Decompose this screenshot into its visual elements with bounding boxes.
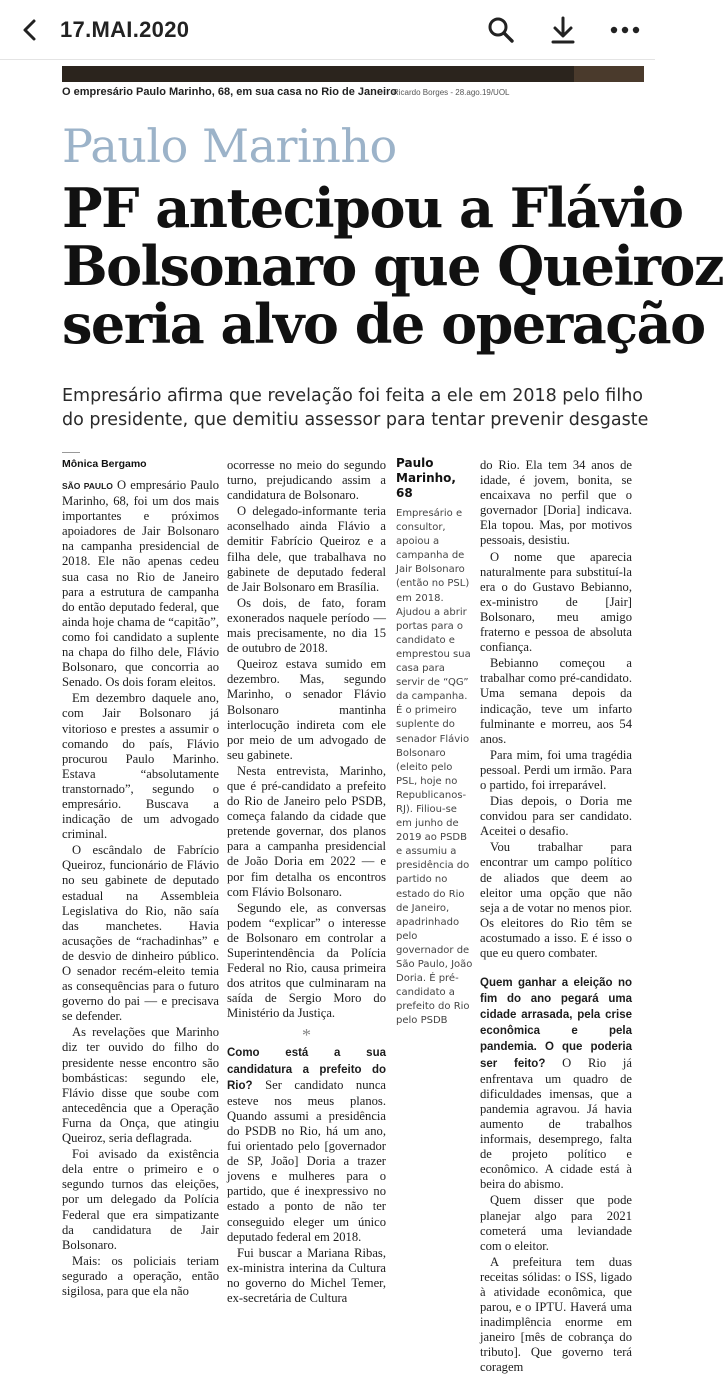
search-button[interactable] <box>485 14 517 46</box>
paragraph: Fui buscar a Mariana Ribas, ex-ministra interina da Cultura no governo do Michel Temer, ex-secretária de Cultura <box>227 1245 386 1305</box>
article-photo[interactable] <box>62 66 644 82</box>
paragraph: Dias depois, o Doria me convidou para ser candidato. Aceitei o desafio. <box>480 794 632 839</box>
paragraph: Os dois, de fato, foram exonerados naquele período —mais precisamente, no dia 15 de outubro de 2018. <box>227 595 386 656</box>
article-subhead <box>62 384 647 432</box>
paragraph: As revelações que Marinho diz ter ouvido do filho do presidente nesse encontro são bombásticas: segundo ele, Flávio disse que soube com antecedência que a Operação Furna da Onça, que atingiu Queiroz, seria deflagrada. <box>62 1025 219 1146</box>
headline-line: Bolsonaro que Queiroz <box>62 234 723 298</box>
paragraph: ocorresse no meio do segundo turno, prejudicando assim a candidatura de Bolsonaro. <box>227 458 386 503</box>
photo-caption: O empresário Paulo Marinho, 68, em sua casa no Rio de Janeiro <box>62 86 398 98</box>
article-column-4 <box>480 458 632 1377</box>
paragraph: Em dezembro daquele ano, com Jair Bolsonaro já vitorioso e prestes a assumir o comando do país, Flávio procurou Paulo Marinho. Estava “absolutamente transtornado”, segundo o empresário. Buscava a indicação de um advogado criminal. <box>62 691 219 842</box>
paragraph: Quem disser que pode planejar algo para 2021 cometerá uma leviandade com o eleitor. <box>480 1193 632 1253</box>
download-icon <box>550 16 576 44</box>
byline-rule <box>62 452 80 453</box>
paragraph: Para mim, foi uma tragédia pessoal. Perdi um irmão. Para o partido, foi irreparável. <box>480 747 632 792</box>
interview-answer: O Rio já enfrentava um quadro de dificuldades imensas, que a pandemia agravou. Já havia aumento de trabalhos informais, desemprego, falta de projeto político e econômico. A cidade está à beira do abismo. <box>480 1055 632 1192</box>
subhead-line: Empresário afirma que revelação foi feita a ele em 2018 pelo filho <box>62 386 643 406</box>
paragraph: Bebianno começou a trabalhar como pré-candidato. Uma semana depois da indicação, teve um infarto fulminante e morreu, aos 54 anos. <box>480 656 632 746</box>
profile-text: Empresário e consultor, apoiou a campanha de Jair Bolsonaro (então no PSL) em 2018. Ajudou a abrir portas para o candidato e emprestou sua casa para servir de “QG” da campanha. É o primeiro suplente do senador Flávio Bolsonaro (eleito pelo PSL, hoje no Republicanos-RJ). Filiou-se em junho de 2019 ao PSDB e assumiu a presidência do partido no estado do Rio de Janeiro, apadrinhado pelo governador de São Paulo, João Doria. É pré-candidato a prefeito do Rio pelo PSDB <box>396 508 473 1027</box>
article-kicker: Paulo Marinho <box>62 119 397 173</box>
article-column-2 <box>227 458 386 1307</box>
edition-date: 17.MAI.2020 <box>60 16 190 42</box>
headline-line: PF antecipou a Flávio <box>62 176 683 240</box>
headline-line: seria alvo de operação <box>62 292 705 356</box>
paragraph-text: O empresário Paulo Marinho, 68, foi um dos mais importantes e próximos apoiadores de Jair Bolsonaro na campanha presidencial de 2018. Ele não apenas cedeu sua casa no Rio de Janeiro para a estrutura de campanha do então deputado federal, que ainda hoje chama de “capitão”, como foi candidato a suplente na chapa do filho dele, Flávio Bolsonaro, que concorria ao Senado. Os dois foram eleitos. <box>62 478 219 690</box>
subhead-line: do presidente, que demitiu assessor para tentar prevenir desgaste <box>62 410 649 430</box>
interview-answer: Ser candidato nunca esteve nos meus planos. Quando assumi a presidência do PSDB no Rio, há um ano, fui orientado pelo [governador de SP, João] Doria a trazer jovens e mulheres para o partido, que é inexpressivo no estado a ponto de não ter conseguido eleger um único deputado federal em 2018. <box>227 1077 386 1244</box>
search-icon <box>487 16 515 44</box>
paragraph: Segundo ele, as conversas podem “explicar” o interesse de Bolsonaro em controlar a Superintendência da Polícia Federal no Rio, causa primeira dos atritos que culminaram na saída de Sergio Moro do Ministério da Justiça. <box>227 900 386 1021</box>
paragraph <box>62 478 219 690</box>
download-button[interactable] <box>547 14 579 46</box>
paragraph: O delegado-informante teria aconselhado ainda Flávio a demitir Fabrício Queiroz e a filha dele, que trabalhava no gabinete de deputado federal de Jair Bolsonaro em Brasília. <box>227 504 386 594</box>
profile-sidebar <box>396 456 474 1028</box>
paragraph: Mais: os policiais teriam segurado a operação, então sigilosa, para que ela não <box>62 1253 219 1298</box>
photo-caption-row <box>62 86 644 102</box>
paragraph: A prefeitura tem duas receitas sólidas: o ISS, ligado à atividade econômica, que parou, e o IPTU. Haverá uma inadimplência enorme em janeiro [mês de cobrança do tributo]. Que governo terá coragem <box>480 1254 632 1375</box>
paragraph: O nome que aparecia naturalmente para substituí-la era o do Gustavo Bebianno, ex-ministro de [Jair] Bolsonaro, meu amigo fraterno e pessoa de absoluta confiança. <box>480 549 632 655</box>
interview-question: Como está a sua candidatura a prefeito do Rio? <box>227 1047 386 1092</box>
interview-question: Quem ganhar a eleição no fim do ano pegará uma cidade arrasada, pela crise econômica e pela pandemia. O que poderia ser feito? <box>480 977 632 1070</box>
paragraph: O escândalo de Fabrício Queiroz, funcionário de Flávio no seu gabinete de deputado estadual na Assembleia Legislativa do Rio, não saía das manchetes. Havia acusações de “rachadinhas” e de desvio de dinheiro público. O senador recém-eleito temia as consequências para o futuro governo do pai — e precisava se defender. <box>62 843 219 1024</box>
back-button[interactable] <box>0 0 60 60</box>
paragraph: Nesta entrevista, Marinho, que é pré-candidato a prefeito do Rio de Janeiro pelo PSDB, começa falando da cidade que pretende governar, dos planos para a campanha presidencial de João Doria em 2022 — e por fim detalha os encontros com Flávio Bolsonaro. <box>227 763 386 899</box>
photo-credit: Ricardo Borges - 28.ago.19/UOL <box>393 88 510 97</box>
paragraph: Vou trabalhar para encontrar um campo político de aliados que deem ao eleitor uma opção que não seja a de votar no menos pior. Os eleitores do Rio têm se acostumado a isso. E é isso o que eu quero combater. <box>480 840 632 960</box>
profile-title: Paulo Marinho, 68 <box>396 456 456 500</box>
qa-paragraph <box>480 975 632 1192</box>
more-button[interactable] <box>609 14 641 46</box>
paragraph: do Rio. Ela tem 34 anos de idade, é jovem, bonita, se encaixava no perfil que o governador [Doria] indicava. Ela topou. Mas, por motivos pessoais, desistiu. <box>480 458 632 548</box>
article-column-1 <box>62 478 219 1300</box>
section-separator: * <box>302 1025 311 1046</box>
article-headline <box>62 176 723 356</box>
paragraph: Queiroz estava sumido em dezembro. Mas, segundo Marinho, o senador Flávio Bolsonaro mantinha interlocução indireta com ele por meio de um advogado de seu gabinete. <box>227 657 386 762</box>
dateline: SÃO PAULO <box>62 481 113 491</box>
top-toolbar <box>0 0 655 60</box>
back-chevron-icon <box>22 18 38 42</box>
qa-paragraph <box>227 1045 386 1244</box>
more-dots-icon <box>610 25 640 35</box>
paragraph: Foi avisado da existência dela entre o primeiro e o segundo turnos das eleições, por um delegado da Polícia Federal que era simpatizante da candidatura de Jair Bolsonaro. <box>62 1147 219 1252</box>
byline: Mônica Bergamo <box>62 458 147 470</box>
